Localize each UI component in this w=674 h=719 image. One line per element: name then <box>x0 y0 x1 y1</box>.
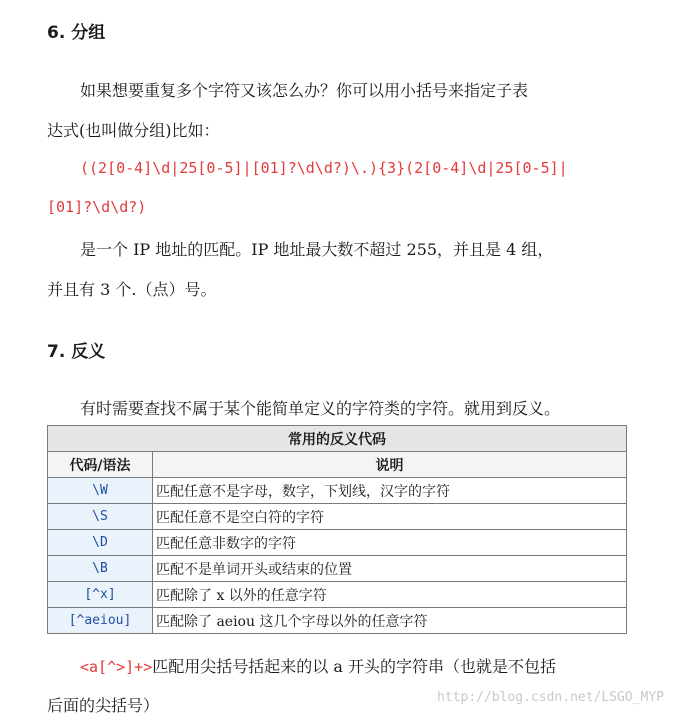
section-6-intro-line-1: 如果想要重复多个字符又该怎么办？你可以用小括号来指定子表 <box>80 81 529 100</box>
table-header-code: 代码/语法 <box>48 452 153 478</box>
section-7-intro: 有时需要查找不属于某个能简单定义的字符类的字符。就用到反义。 <box>80 399 561 418</box>
negation-code-table <box>47 425 627 634</box>
section-6-intro-line-2: 达式(也叫做分组)比如： <box>47 121 220 140</box>
section-7-heading: 7. 反义 <box>47 342 106 362</box>
regex-example-line-1: ((2[0-4]\d|25[0-5]|[01]?\d\d?)\.){3}(2[0-4]\d|25[0-5]| <box>80 159 568 177</box>
footer-regex: <a[^>]+> <box>80 658 153 676</box>
table-row <box>48 582 627 608</box>
regex-explanation-line-2: 并且有 3 个.（点）号。 <box>47 280 217 299</box>
table-header-desc: 说明 <box>153 452 627 478</box>
regex-explanation-line-1: 是一个 IP 地址的匹配。IP 地址最大数不超过 255，并且是 4 组， <box>80 240 554 259</box>
footer-text: 匹配用尖括号括起来的以 a 开头的字符串（也就是不包括 <box>152 657 556 676</box>
code-cell: \S <box>48 504 153 530</box>
watermark: http://blog.csdn.net/LSGO_MYP <box>437 690 664 705</box>
table-row <box>48 608 627 634</box>
table-row <box>48 530 627 556</box>
code-cell: \D <box>48 530 153 556</box>
desc-cell: 匹配任意不是字母，数字，下划线，汉字的字符 <box>153 478 627 504</box>
code-cell: \W <box>48 478 153 504</box>
code-cell: \B <box>48 556 153 582</box>
code-cell: [^aeiou] <box>48 608 153 634</box>
desc-cell: 匹配除了 aeiou 这几个字母以外的任意字符 <box>153 608 627 634</box>
section-6-heading: 6. 分组 <box>47 23 106 43</box>
footer-line-2: 后面的尖括号） <box>47 696 160 715</box>
regex-example-line-2: [01]?\d\d?) <box>47 198 147 216</box>
code-cell: [^x] <box>48 582 153 608</box>
desc-cell: 匹配不是单词开头或结束的位置 <box>153 556 627 582</box>
table-row <box>48 504 627 530</box>
table-caption: 常用的反义代码 <box>48 426 627 452</box>
table-row <box>48 478 627 504</box>
desc-cell: 匹配除了 x 以外的任意字符 <box>153 582 627 608</box>
table-row <box>48 556 627 582</box>
footer-line-1 <box>80 654 556 677</box>
desc-cell: 匹配任意非数字的字符 <box>153 530 627 556</box>
desc-cell: 匹配任意不是空白符的字符 <box>153 504 627 530</box>
